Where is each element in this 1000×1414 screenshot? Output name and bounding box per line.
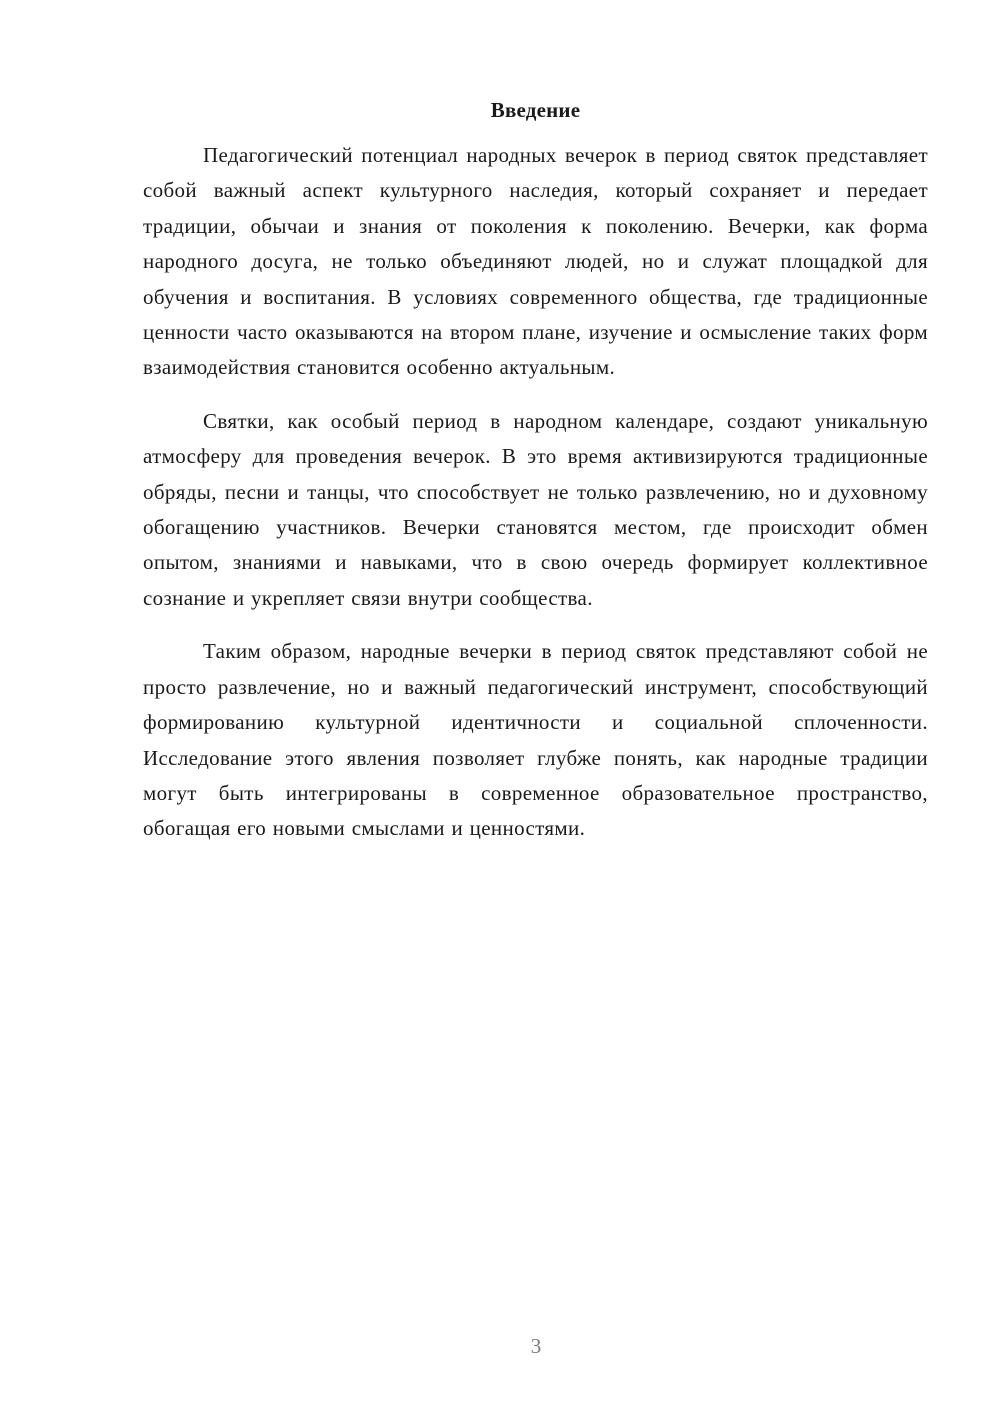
page-content [143, 92, 928, 865]
paragraph-3: Таким образом, народные вечерки в период святок представляют собой не просто развлечение, но и важный педагогический инструмент, способствующий формированию культурной идентичности и социальной сплоченности. Исследование этого явления позволяет глубже понять, как народные традиции могут быть интегрированы в современное образовательное пространство, обогащая его новыми смыслами и ценностями. [143, 639, 928, 841]
page-number: 3 [530, 1334, 542, 1358]
paragraph-1: Педагогический потенциал народных вечерок в период святок представляет собой важный аспект культурного наследия, который сохраняет и передает традиции, обычаи и знания от поколения к поколению. Вечерки, как форма народного досуга, не только объединяют людей, но и служат площадкой для обучения и воспитания. В условиях современного общества, где традиционные ценности часто оказываются на втором плане, изучение и осмысление таких форм взаимодействия становится особенно актуальным. [143, 143, 928, 380]
paragraph-2: Святки, как особый период в народном календаре, создают уникальную атмосферу для проведения вечерок. В это время активизируются традиционные обряды, песни и танцы, что способствует не только развлечению, но и духовному обогащению участников. Вечерки становятся местом, где происходит обмен опытом, знаниями и навыками, что в свою очередь формирует коллективное сознание и укрепляет связи внутри сообщества. [143, 408, 928, 610]
section-heading: Введение [490, 98, 581, 122]
